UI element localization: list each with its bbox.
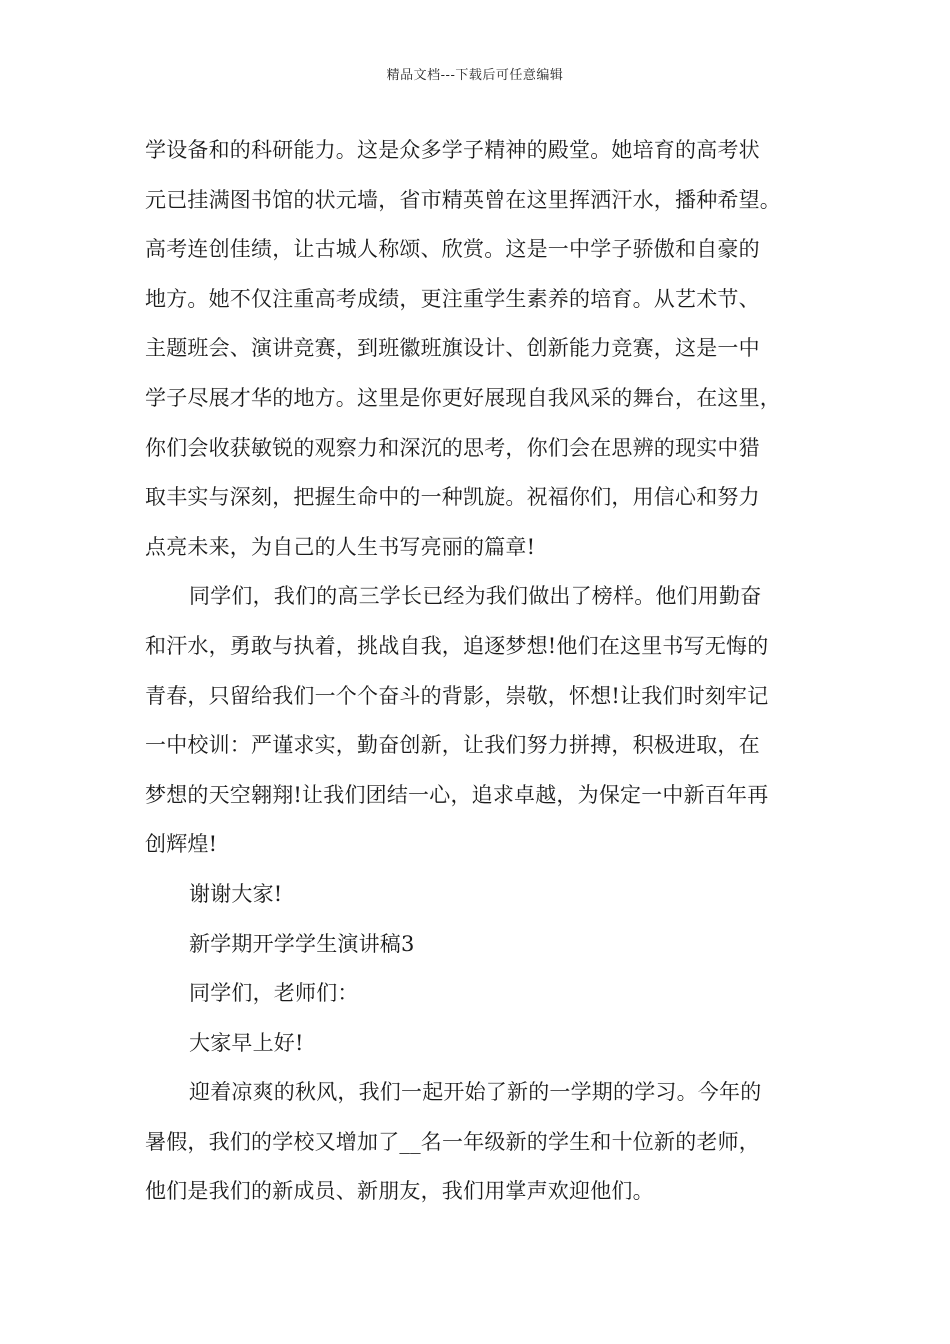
text-line: 地方。她不仅注重高考成绩，更注重学生素养的培育。从艺术节、 xyxy=(145,286,760,311)
section-title: 新学期开学学生演讲稿3 xyxy=(189,931,415,956)
text-line: 你们会收获敏锐的观察力和深沉的思考，你们会在思辨的现实中猎 xyxy=(145,435,760,460)
text-line: 高考连创佳绩，让古城人称颂、欣赏。这是一中学子骄傲和自豪的 xyxy=(145,237,760,262)
page-header: 精品文档---下载后可任意编辑 xyxy=(386,68,564,83)
text-line: 青春，只留给我们一个个奋斗的背影，崇敬，怀想!让我们时刻牢记 xyxy=(145,683,769,708)
text-line: 点亮未来，为自己的人生书写亮丽的篇章! xyxy=(145,534,536,559)
text-line: 创辉煌! xyxy=(145,832,218,857)
salutation-line: 同学们，老师们： xyxy=(189,981,359,1006)
text-line: 他们是我们的新成员、新朋友，我们用掌声欢迎他们。 xyxy=(145,1179,654,1204)
text-line: 和汗水，勇敢与执着，挑战自我，追逐梦想!他们在这里书写无悔的 xyxy=(145,633,769,658)
paragraph-start-line: 同学们，我们的高三学长已经为我们做出了榜样。他们用勤奋 xyxy=(189,584,762,609)
text-line: 学子尽展才华的地方。这里是你更好展现自我风采的舞台，在这里， xyxy=(145,385,781,410)
text-line: 一中校训：严谨求实，勤奋创新，让我们努力拼搏，积极进取，在 xyxy=(145,733,760,758)
paragraph-start-line: 谢谢大家! xyxy=(189,881,283,906)
text-line: 学设备和的科研能力。这是众多学子精神的殿堂。她培育的高考状 xyxy=(145,138,760,162)
text-line: 暑假，我们的学校又增加了__名一年级新的学生和十位新的老师， xyxy=(145,1129,760,1154)
greeting-line: 大家早上好! xyxy=(189,1030,304,1055)
text-line: 梦想的天空翱翔!让我们团结一心，追求卓越，为保定一中新百年再 xyxy=(145,782,769,807)
text-line: 元已挂满图书馆的状元墙，省市精英曾在这里挥洒汗水，播种希望。 xyxy=(145,187,781,212)
text-line: 取丰实与深刻，把握生命中的一种凯旋。祝福你们，用信心和努力 xyxy=(145,485,760,510)
paragraph-start-line: 迎着凉爽的秋风，我们一起开始了新的一学期的学习。今年的 xyxy=(189,1080,762,1105)
text-line: 主题班会、演讲竞赛，到班徽班旗设计、创新能力竞赛，这是一中 xyxy=(145,336,760,361)
document-body xyxy=(145,126,825,1217)
